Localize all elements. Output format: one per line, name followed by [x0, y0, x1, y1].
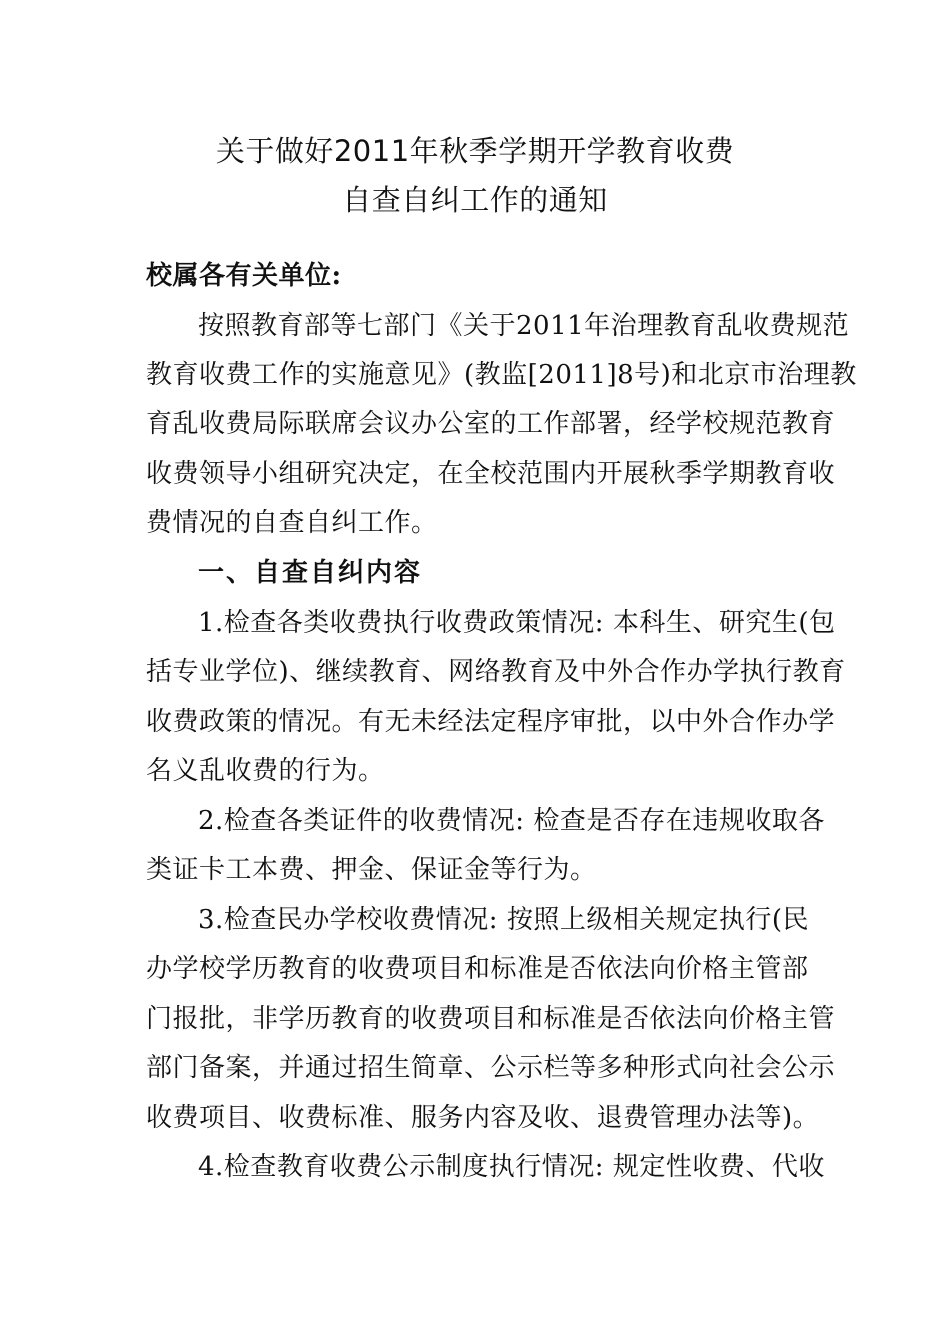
section-heading: 一、自查自纠内容 — [198, 558, 423, 588]
document-title-line-2: 自查自纠工作的通知 — [342, 183, 608, 217]
text-line: 按照教育部等七部门《关于2011年治理教育乱收费规范 — [198, 311, 850, 341]
text-line: 门报批，非学历教育的收费项目和标准是否依法向价格主管 — [146, 1004, 836, 1034]
text-line: 2.检查各类证件的收费情况: 检查是否存在违规收取各 — [198, 806, 825, 836]
text-line: 括专业学位)、继续教育、网络教育及中外合作办学执行教育 — [146, 657, 846, 687]
text-line: 收费项目、收费标准、服务内容及收、退费管理办法等)。 — [146, 1103, 820, 1133]
text-line: 办学校学历教育的收费项目和标准是否依法向价格主管部 — [146, 954, 809, 984]
text-line: 3.检查民办学校收费情况: 按照上级相关规定执行(民 — [198, 905, 809, 935]
text-line: 收费政策的情况。有无未经法定程序审批，以中外合作办学 — [146, 707, 836, 737]
text-line: 教育收费工作的实施意见》(教监[2011]8号)和北京市治理教 — [146, 360, 857, 390]
salutation: 校属各有关单位: — [146, 261, 342, 291]
text-line: 4.检查教育收费公示制度执行情况: 规定性收费、代收 — [198, 1152, 825, 1182]
text-line: 收费领导小组研究决定，在全校范围内开展秋季学期教育收 — [146, 459, 836, 489]
document-title-line-1: 关于做好2011年秋季学期开学教育收费 — [215, 134, 735, 168]
text-line: 1.检查各类收费执行收费政策情况: 本科生、研究生(包 — [198, 608, 836, 638]
text-line: 费情况的自查自纠工作。 — [146, 508, 438, 538]
text-line: 部门备案，并通过招生简章、公示栏等多种形式向社会公示 — [146, 1053, 836, 1083]
text-line: 名义乱收费的行为。 — [146, 756, 385, 786]
text-line: 类证卡工本费、押金、保证金等行为。 — [146, 855, 597, 885]
text-line: 育乱收费局际联席会议办公室的工作部署，经学校规范教育 — [146, 409, 836, 439]
